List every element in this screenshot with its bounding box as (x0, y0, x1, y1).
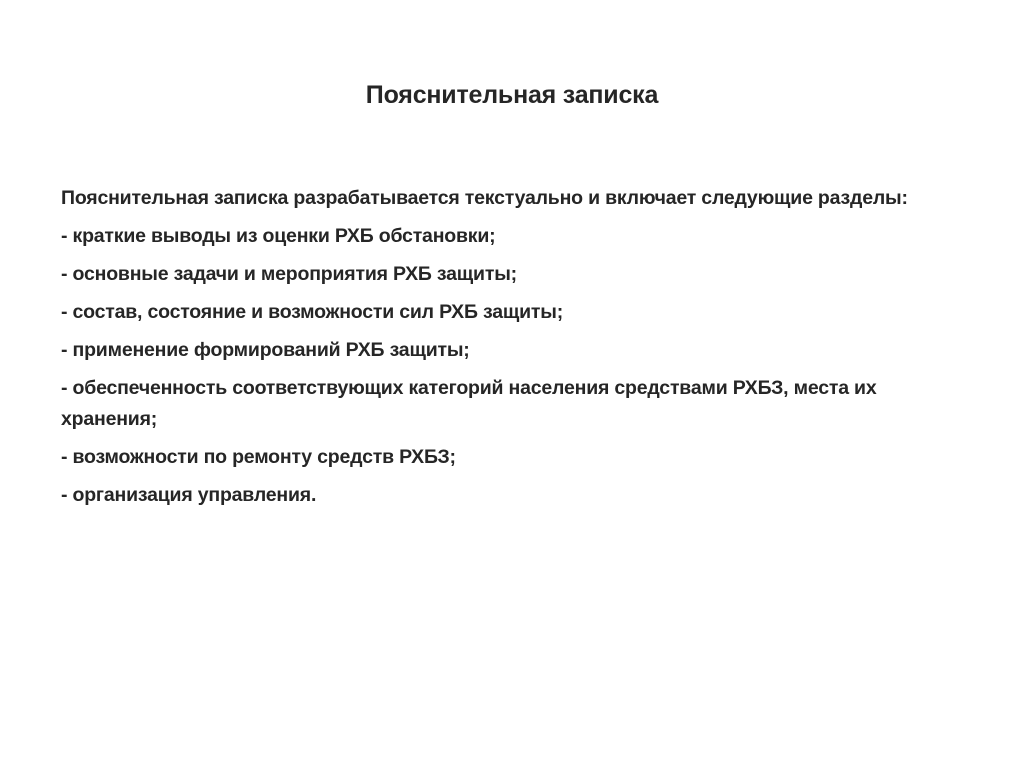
list-item: - состав, состояние и возможности сил РХБ защиты; (61, 301, 564, 323)
slide-title: Пояснительная записка (365, 81, 659, 109)
slide-body (61, 183, 961, 518)
list-item: - применение формирований РХБ защиты; (61, 339, 470, 361)
list-item: - основные задачи и мероприятия РХБ защиты; (61, 263, 517, 285)
intro-paragraph: Пояснительная записка разрабатывается текстуально и включает следующие разделы: (61, 187, 908, 209)
list-item: - возможности по ремонту средств РХБЗ; (61, 446, 456, 468)
list-item: - обеспеченность соответствующих категорий населения средствами РХБЗ, места их хранения; (61, 377, 877, 430)
list-item: - краткие выводы из оценки РХБ обстановки; (61, 225, 496, 247)
list-item: - организация управления. (61, 484, 317, 506)
